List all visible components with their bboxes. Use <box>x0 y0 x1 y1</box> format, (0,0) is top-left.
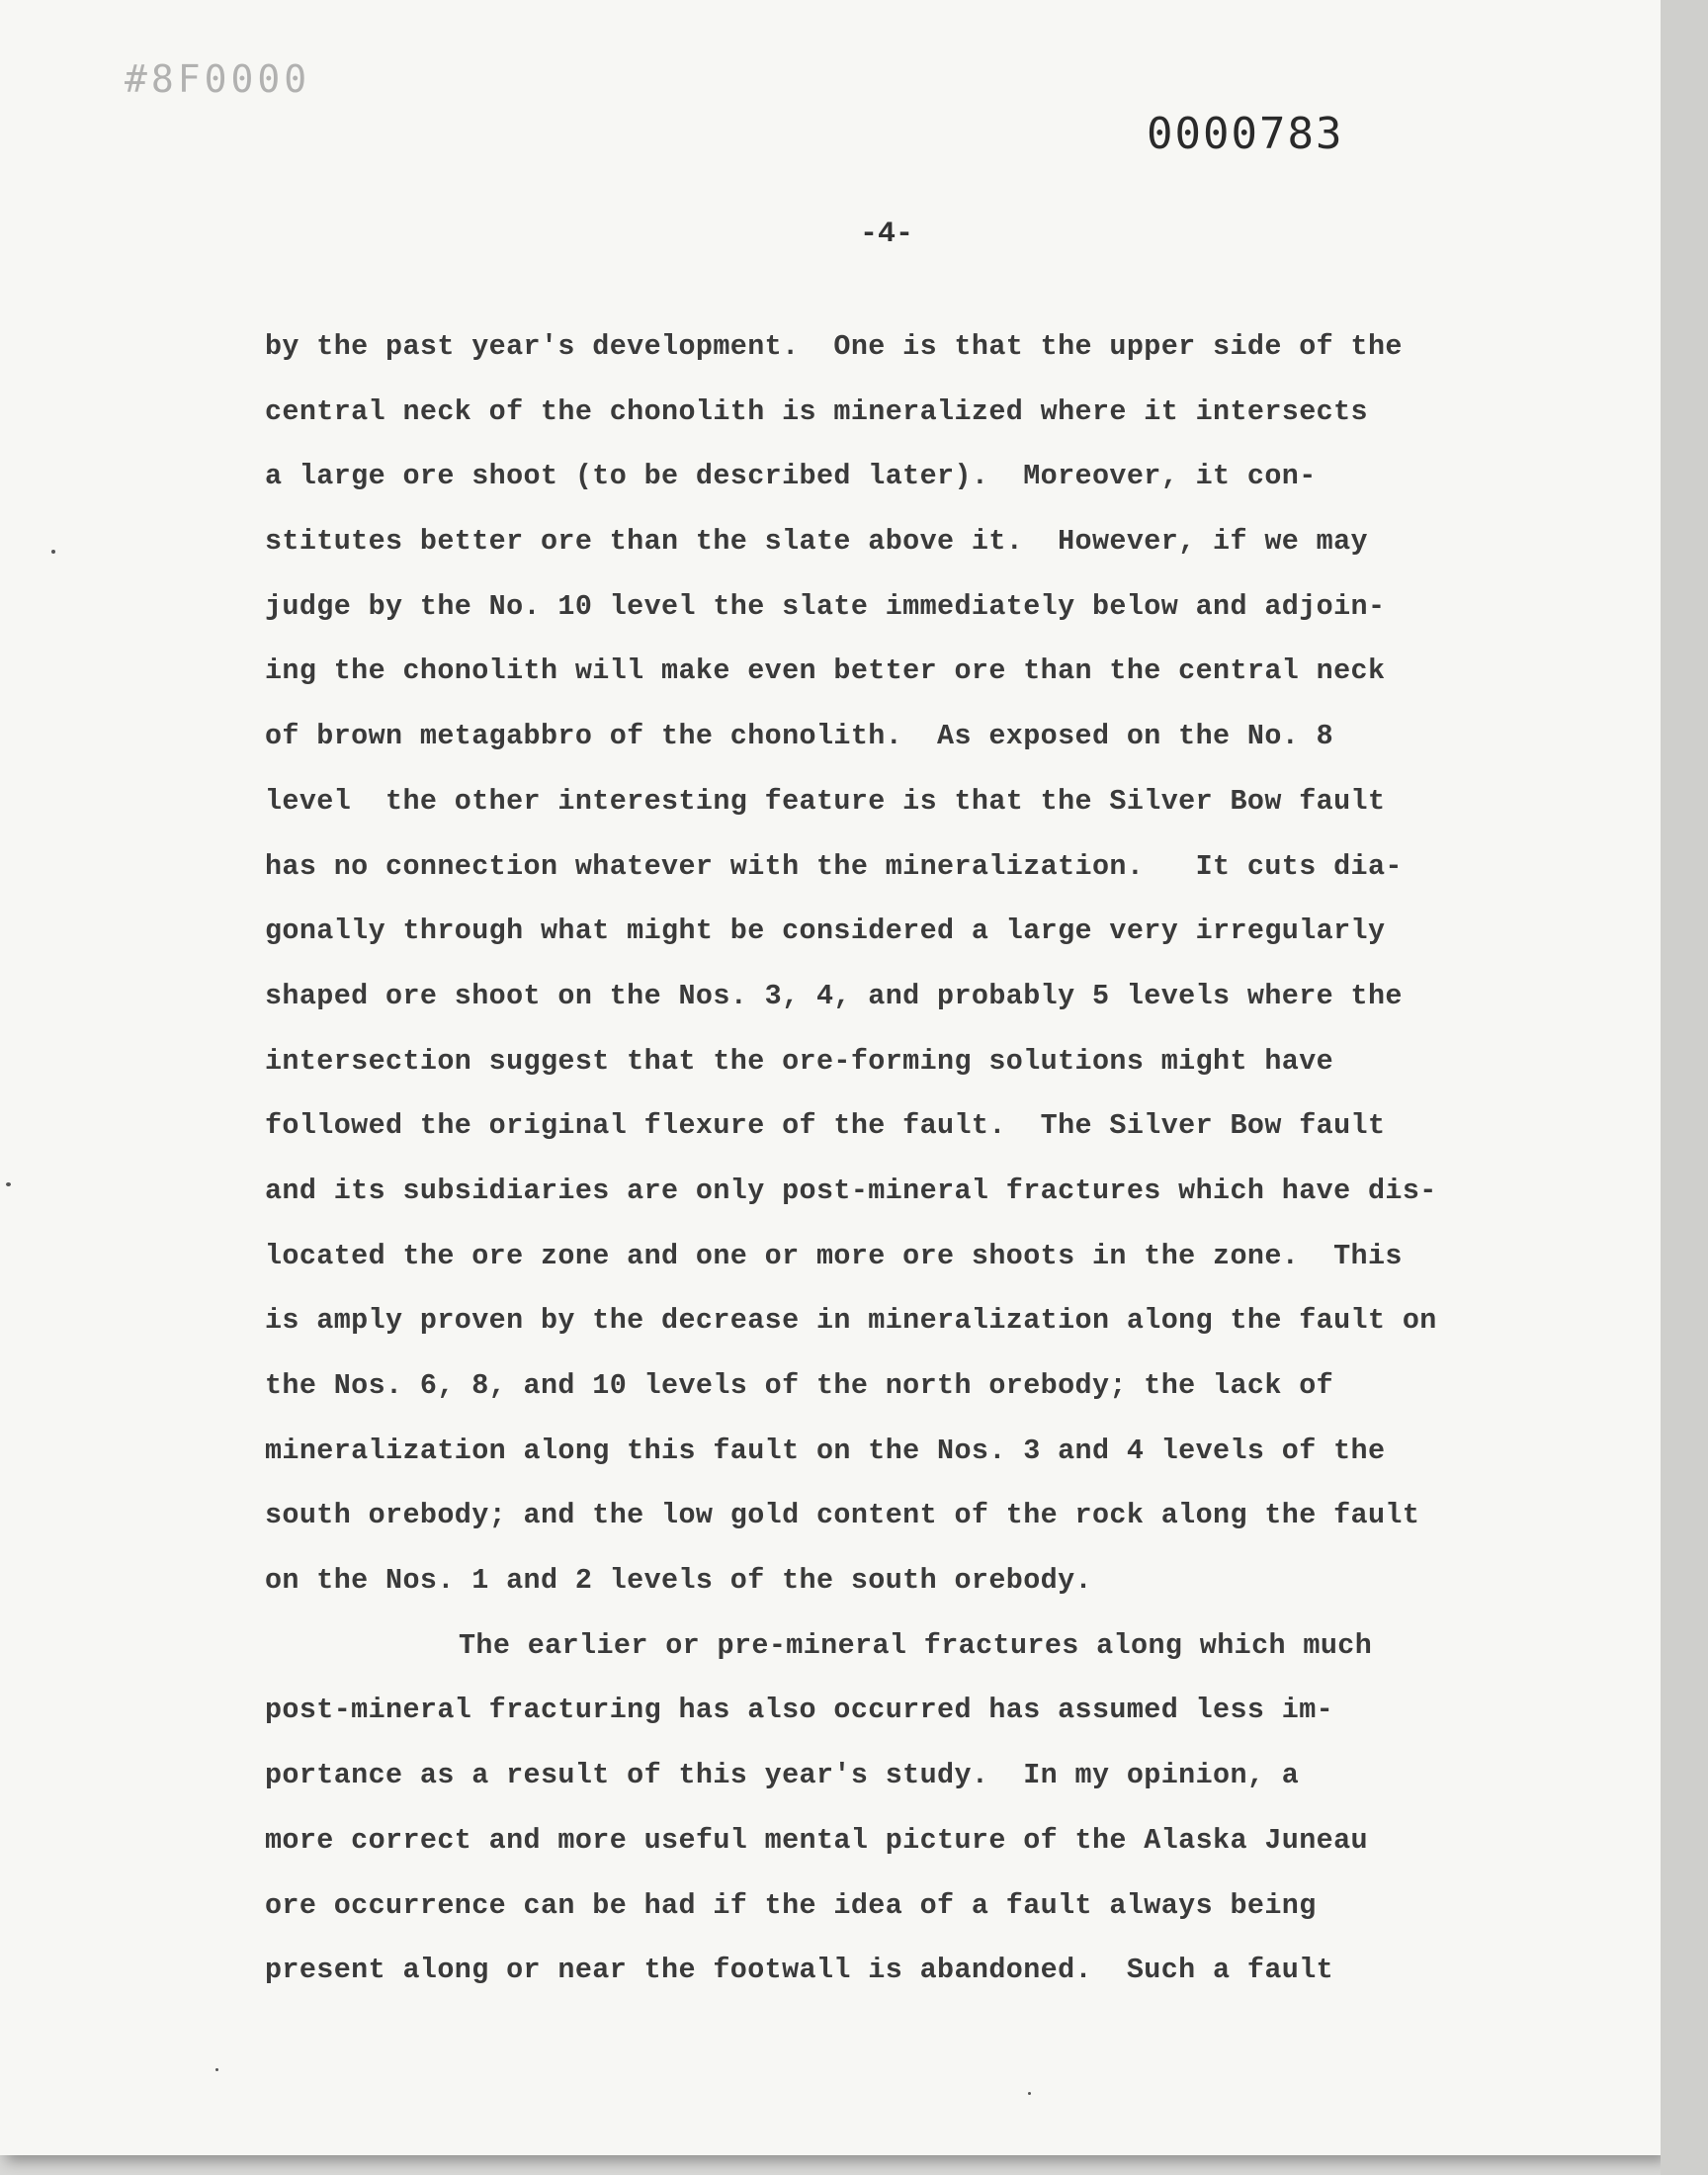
text-line: judge by the No. 10 level the slate immediately below and adjoin- <box>265 589 1386 623</box>
paper-speck <box>51 550 55 554</box>
text-line: of brown metagabbro of the chonolith. As exposed on the No. 8 <box>265 720 1334 753</box>
text-line: on the Nos. 1 and 2 levels of the south orebody. <box>265 1564 1092 1598</box>
text-line: by the past year's development. One is that the upper side of the <box>265 330 1403 363</box>
page-number: -4- <box>860 218 914 251</box>
body-text <box>265 314 1609 2003</box>
text-line: shaped ore shoot on the Nos. 3, 4, and probably 5 levels where the <box>265 979 1403 1012</box>
text-line: followed the original flexure of the fault. The Silver Bow fault <box>265 1109 1386 1143</box>
paper-speck <box>215 2068 218 2071</box>
text-line: gonally through what might be considered a large very irregularly <box>265 914 1386 948</box>
text-line: is amply proven by the decrease in mineralization along the fault on <box>265 1304 1437 1338</box>
text-line: present along or near the footwall is abandoned. Such a fault <box>265 1954 1334 1987</box>
text-line: south orebody; and the low gold content of the rock along the fault <box>265 1499 1420 1532</box>
text-line: central neck of the chonolith is mineralized where it intersects <box>265 394 1368 428</box>
text-line: ing the chonolith will make even better ore than the central neck <box>265 654 1386 688</box>
text-line: level the other interesting feature is that the Silver Bow fault <box>265 784 1386 818</box>
paper-speck <box>6 1182 11 1186</box>
file-stamp: #8F0000 <box>125 57 311 101</box>
scanner-background <box>1661 0 1708 2175</box>
text-line: the Nos. 6, 8, and 10 levels of the north orebody; the lack of <box>265 1369 1334 1402</box>
text-line: a large ore shoot (to be described later). Moreover, it con- <box>265 460 1317 493</box>
text-line: The earlier or pre-mineral fractures along which much <box>459 1628 1373 1662</box>
text-line: mineralization along this fault on the Nos. 3 and 4 levels of the <box>265 1434 1386 1467</box>
text-line: intersection suggest that the ore-forming solutions might have <box>265 1044 1334 1078</box>
document-number: 0000783 <box>1147 109 1344 159</box>
text-line: portance as a result of this year's study. In my opinion, a <box>265 1759 1300 1792</box>
text-line: stitutes better ore than the slate above it. However, if we may <box>265 525 1368 559</box>
text-line: post-mineral fracturing has also occurred has assumed less im- <box>265 1694 1334 1727</box>
text-line: ore occurrence can be had if the idea of a fault always being <box>265 1888 1317 1922</box>
text-line: located the ore zone and one or more ore shoots in the zone. This <box>265 1239 1403 1272</box>
text-line: more correct and more useful mental picture of the Alaska Juneau <box>265 1823 1368 1857</box>
paper-speck <box>1028 2092 1031 2095</box>
text-line: and its subsidiaries are only post-mineral fractures which have dis- <box>265 1174 1437 1207</box>
text-line: has no connection whatever with the mineralization. It cuts dia- <box>265 849 1403 883</box>
